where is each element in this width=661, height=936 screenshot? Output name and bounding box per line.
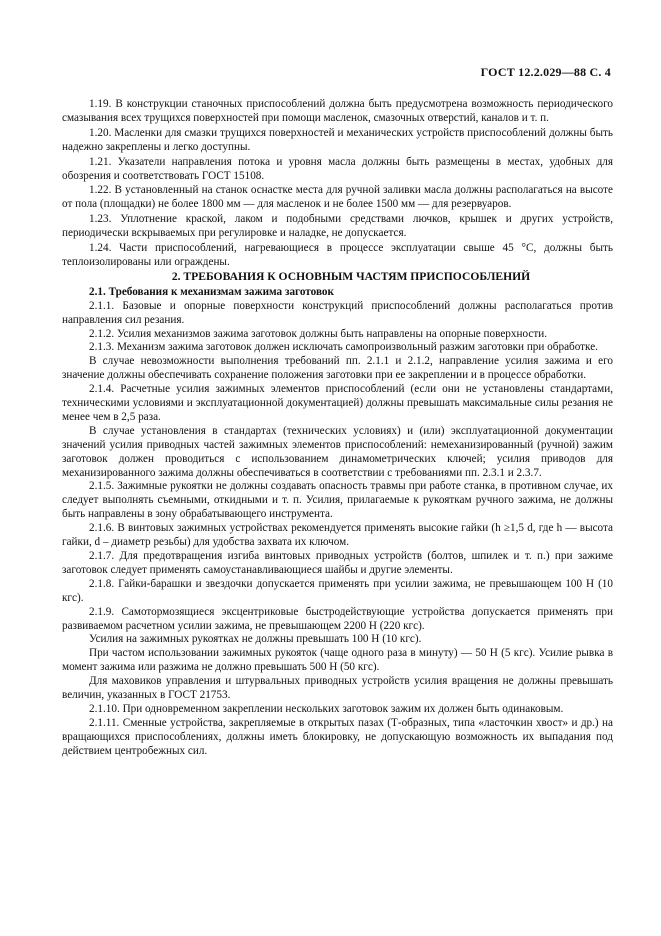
paragraph-2-1-6: 2.1.6. В винтовых зажимных устройствах рекомендуется применять высокие гайки (h ≥1,5 d, где h — высота гайки, d – диаметр резьбы) для удобства захвата их ключом. <box>62 522 613 549</box>
paragraph-2-1-8: 2.1.8. Гайки-барашки и звездочки допускается применять при усилии зажима, не превышающем 100 Н (10 кгс). <box>62 577 613 604</box>
paragraph-1-22: 1.22. В установленный на станок оснастке места для ручной заливки масла должны располагаться на высоте от пола (площадки) не более 1800 мм — для масленок и не более 1500 мм — для резервуаров. <box>62 184 613 211</box>
paragraph-2-1-4: 2.1.4. Расчетные усилия зажимных элементов приспособлений (если они не установлены стандартами, техническими условиями и эксплуатационной документацией) должны превышать максимальные силы резания не менее чем в 2,5 раза. <box>62 383 613 423</box>
page-header: ГОСТ 12.2.029—88 С. 4 <box>480 65 611 79</box>
paragraph-2-1-11: 2.1.11. Сменные устройства, закрепляемые в открытых пазах (Т-образных, типа «ласточкин хвост» и др.) на вращающихся приспособлениях, должны иметь блокировку, не допускающую возможность их выпадания под действием центробежных сил. <box>62 716 613 757</box>
paragraph-1-24: 1.24. Части приспособлений, нагревающиеся в процессе эксплуатации свыше 45 °С, должны быть теплоизолированы или ограждены. <box>62 242 613 268</box>
paragraph-1-20: 1.20. Масленки для смазки трущихся поверхностей и механических устройств приспособлений должны быть надежно закреплены и легко доступны. <box>62 126 613 153</box>
paragraph-2-1-2: 2.1.2. Усилия механизмов зажима заготовок должны быть направлены на опорные поверхности. <box>89 327 547 340</box>
paragraph-2-1-1: 2.1.1. Базовые и опорные поверхности конструкций приспособлений должны располагаться против направления сил резания. <box>62 299 613 326</box>
subsection-heading-wrapper <box>62 286 613 300</box>
paragraph-2-1-4-cont: В случае установления в стандартах (технических условиях) и (или) эксплуатационной документации значений усилия приводных частей зажимных элементов приспособлений: немеханизированный (ручной) зажим заготовок должен проводиться с использованием динамометрических ключей; усилия приводов для механизированного зажима должны обеспечиваться в соответствии с требованиями пп. 2.3.1 и 2.3.7. <box>62 424 613 479</box>
paragraph-2-1-7: 2.1.7. Для предотвращения изгиба винтовых приводных устройств (болтов, шпилек и т. п.) при зажиме заготовок следует применять самоустанавливающиеся шайбы и другие элементы. <box>62 550 613 576</box>
section-title: 2. ТРЕБОВАНИЯ К ОСНОВНЫМ ЧАСТЯМ ПРИСПОСОБЛЕНИЙ <box>171 269 531 283</box>
paragraph-1-19: 1.19. В конструкции станочных приспособлений должна быть предусмотрена возможность периодического смазывания всех трущихся поверхностей при помощи масленок, смазочных отверстий, каналов и т. п. <box>62 98 613 124</box>
paragraph-2-1-9: 2.1.9. Самотормозящиеся эксцентриковые быстродействующие устройства допускается применять при развиваемом расчетном усилии зажима, не превышающем 2200 Н (220 кгс). <box>62 605 613 632</box>
paragraph-2-1-10: 2.1.10. При одновременном закреплении нескольких заготовок зажим их должен быть одинаковым. <box>89 702 564 715</box>
paragraph-1-21: 1.21. Указатели направления потока и уровня масла должны быть размещены в местах, удобных для обозрения и соответствовать ГОСТ 15108. <box>62 155 613 182</box>
paragraph-2-1-9-limit: Усилия на зажимных рукоятках не должны превышать 100 Н (10 кгс). <box>89 633 422 646</box>
paragraph-2-1-3-cont: В случае невозможности выполнения требований пп. 2.1.1 и 2.1.2, направление усилия зажима и его значение должны обеспечивать сохранение положения заготовки при ее закреплении и в процессе обработки. <box>62 355 613 382</box>
subsection-heading: 2.1. Требования к механизмам зажима заготовок <box>89 285 334 298</box>
paragraph-2-1-9-handwheels: Для маховиков управления и штурвальных приводных устройств усилия вращения не должны превышать величин, указанных в ГОСТ 21753. <box>62 675 613 702</box>
paragraph-2-1-5: 2.1.5. Зажимные рукоятки не должны создавать опасность травмы при работе станка, в противном случае, их следует выполнять съемными, откидными и т. п. Усилия, прилагаемые к рукояткам ручного зажима, не должны быть направлены в зону обрабатывающего инструмента. <box>62 480 613 521</box>
paragraph-2-1-3: 2.1.3. Механизм зажима заготовок должен исключать самопроизвольный разжим заготовки при обработке. <box>89 341 598 354</box>
paragraph-2-1-9-frequent: При частом использовании зажимных рукояток (чаще одного раза в минуту) — 50 Н (5 кгс). Усилие рывка в момент зажима или разжима не должно превышать 500 Н (50 кгс). <box>62 647 613 674</box>
paragraph-1-23: 1.23. Уплотнение краской, лаком и подобными средствами лючков, крышек и других устройств, периодически вскрываемых при регулировке и наладке, не допускается. <box>62 213 613 240</box>
document-body <box>62 98 613 759</box>
